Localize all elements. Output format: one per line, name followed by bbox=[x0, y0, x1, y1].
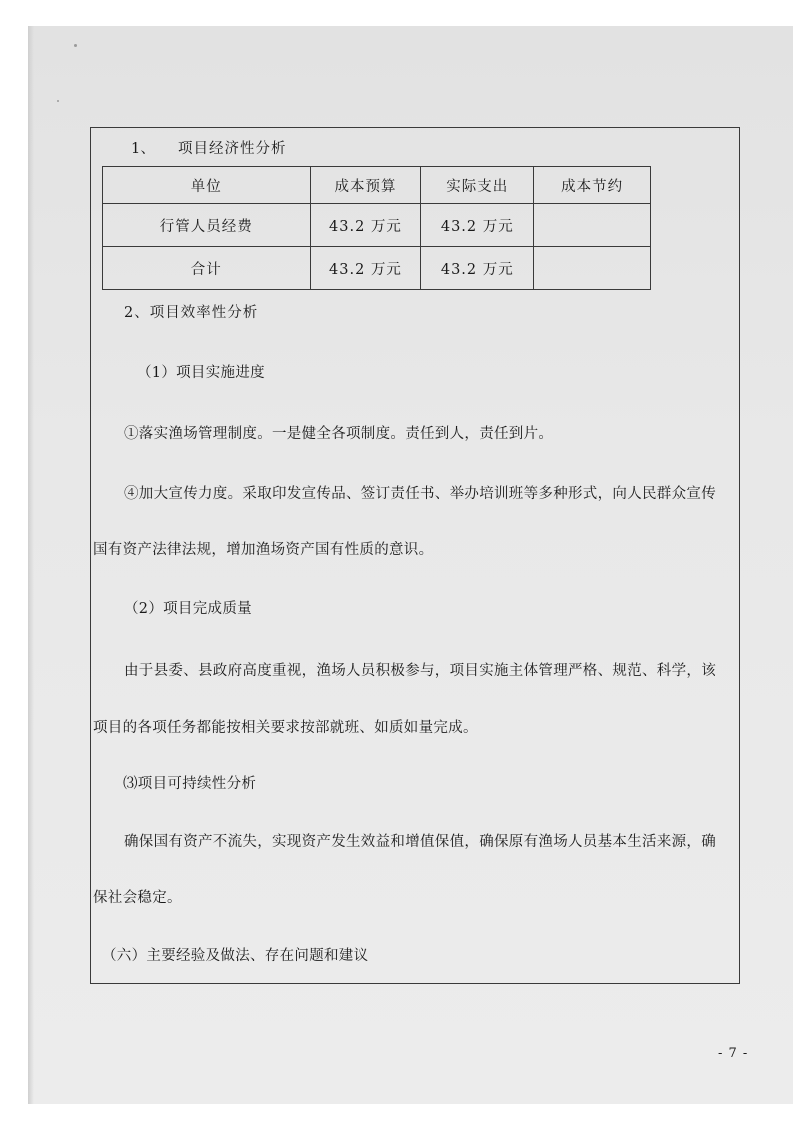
sustainability-paragraph-line1: 确保国有资产不流失，实现资产发生效益和增值保值，确保原有渔场人员基本生活来源，确 bbox=[124, 834, 716, 850]
cell-unit: 合计 bbox=[103, 247, 311, 290]
subsection3-title: ⑶项目可持续性分析 bbox=[123, 776, 257, 792]
table-row bbox=[103, 204, 651, 247]
subsection2-title: （2）项目完成质量 bbox=[124, 601, 252, 617]
sustainability-paragraph-line2: 保社会稳定。 bbox=[93, 890, 182, 906]
cell-budget: 43.2 万元 bbox=[310, 204, 421, 247]
progress-item-4-line2: 国有资产法律法规，增加渔场资产国有性质的意识。 bbox=[93, 542, 434, 558]
progress-item-4-line1: ④加大宣传力度。采取印发宣传品、签订责任书、举办培训班等多种形式，向人民群众宣传 bbox=[124, 486, 716, 502]
scan-shadow-edge bbox=[28, 26, 34, 1104]
scan-speck bbox=[57, 100, 59, 102]
header-actual: 实际支出 bbox=[421, 167, 534, 204]
table-header-row bbox=[103, 167, 651, 204]
section1-title: 项目经济性分析 bbox=[178, 141, 287, 157]
cell-budget: 43.2 万元 bbox=[310, 247, 421, 290]
page-number: - 7 - bbox=[718, 1046, 749, 1061]
scan-speck bbox=[74, 44, 77, 47]
table-row bbox=[103, 247, 651, 290]
subsection1-title: （1）项目实施进度 bbox=[137, 365, 265, 381]
quality-paragraph-line1: 由于县委、县政府高度重视，渔场人员积极参与，项目实施主体管理严格、规范、科学，该 bbox=[124, 663, 716, 679]
cell-savings bbox=[534, 204, 651, 247]
cell-savings bbox=[534, 247, 651, 290]
progress-item-1: ①落实渔场管理制度。一是健全各项制度。责任到人，责任到片。 bbox=[124, 426, 554, 442]
header-budget: 成本预算 bbox=[310, 167, 421, 204]
header-savings: 成本节约 bbox=[534, 167, 651, 204]
quality-paragraph-line2: 项目的各项任务都能按相关要求按部就班、如质如量完成。 bbox=[93, 720, 478, 736]
cell-actual: 43.2 万元 bbox=[421, 247, 534, 290]
cell-actual: 43.2 万元 bbox=[421, 204, 534, 247]
section2-title: 2、项目效率性分析 bbox=[124, 305, 259, 321]
section6-title: （六）主要经验及做法、存在问题和建议 bbox=[102, 948, 369, 964]
cell-unit: 行管人员经费 bbox=[103, 204, 311, 247]
section1-number: 1、 bbox=[131, 141, 156, 157]
budget-table bbox=[102, 166, 651, 290]
header-unit: 单位 bbox=[103, 167, 311, 204]
